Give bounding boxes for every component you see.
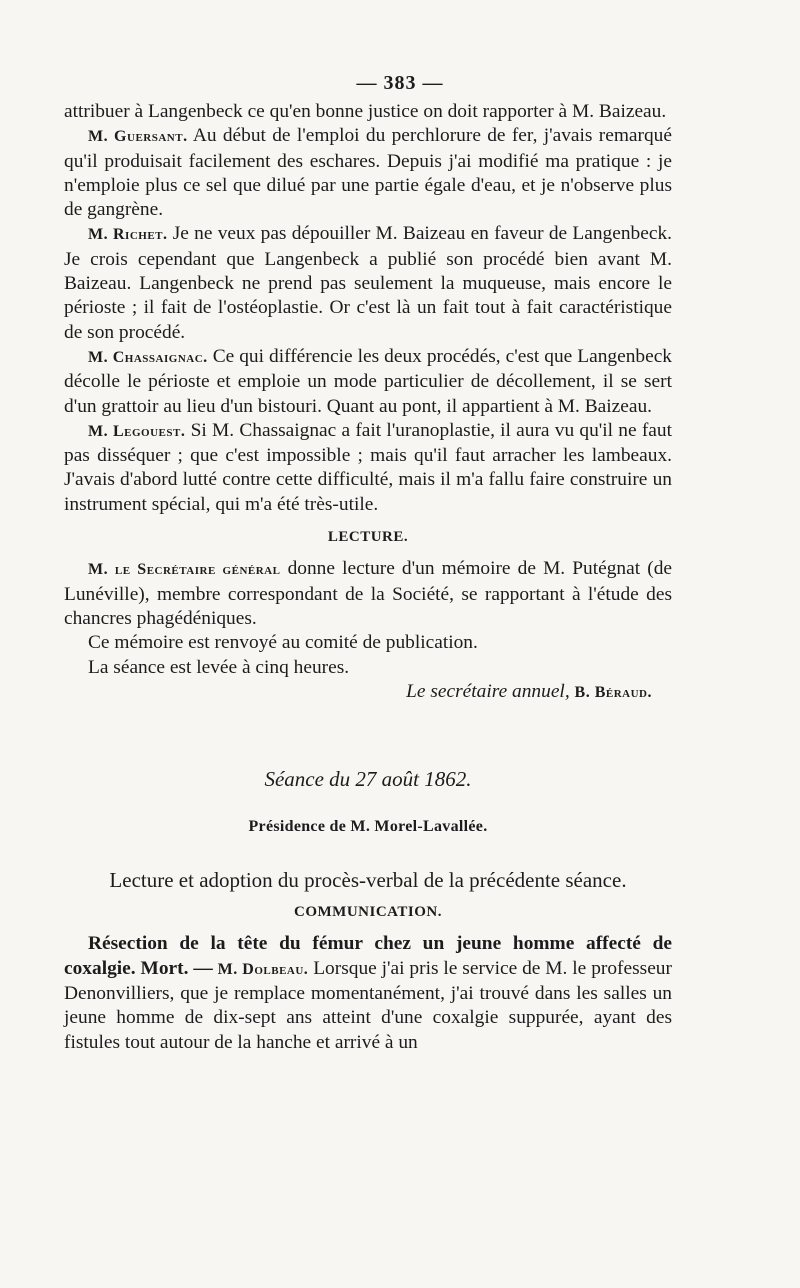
lecture-text: donne lecture d'un mémoire de M. Putégnat (de Lunéville), membre correspondant de la Société, se rapportant à l'étude des chancres phagédéniques.	[64, 558, 672, 629]
page-body	[64, 100, 672, 1055]
seance-title: Séance du 27 août 1862.	[264, 767, 472, 792]
intervention-guersant	[64, 124, 672, 222]
speaker-name: M. Richet.	[88, 226, 168, 244]
paragraph-continuation: attribuer à Langenbeck ce qu'en bonne justice on doit rapporter à M. Baizeau.	[64, 101, 667, 122]
intervention-text: Je ne veux pas dépouiller M. Baizeau en faveur de Langenbeck. Je crois cependant que Langenbeck a publié son procédé bien avant M. Baizeau. Langenbeck ne prend pas seulement la muqueuse, mais encore le périoste ; il fait de l'ostéoplastie. Or c'est là un fait tout à fait caractéristique de son procédé.	[64, 223, 672, 343]
speaker-name: M. Chassaignac.	[88, 348, 208, 366]
section-heading-communication: COMMUNICATION.	[294, 904, 442, 921]
intervention-richet	[64, 222, 672, 344]
speaker-name: M. Guersant.	[88, 128, 188, 146]
signature-role: Le secrétaire annuel,	[406, 680, 570, 702]
levee-paragraph: La séance est levée à cinq heures.	[88, 656, 350, 678]
section-heading-lecture: LECTURE.	[327, 529, 409, 546]
renvoi-paragraph: Ce mémoire est renvoyé au comité de publication.	[88, 632, 478, 654]
page-number: — 383 —	[356, 72, 444, 94]
lecture-paragraph	[64, 557, 672, 631]
speaker-name: M. Legouest.	[88, 422, 186, 440]
presidence-line: Présidence de M. Morel-Lavallée.	[248, 818, 488, 836]
communication-text: Lorsque j'ai pris le service de M. le professeur Denonvilliers, que je remplace momentanément, j'ai trouvé dans les salles un jeune homme de dix-sept ans atteint d'une coxalgie suppurée, ayant des fistules tout autour de la hanche et arrivé à un	[64, 957, 672, 1053]
proces-verbal-line: Lecture et adoption du procès-verbal de la précédente séance.	[109, 867, 627, 892]
signature	[64, 680, 672, 705]
intervention-legouest	[64, 419, 672, 517]
signature-name: B. Béraud.	[574, 683, 652, 701]
intervention-text: Ce qui différencie les deux procédés, c'est que Langenbeck décolle le périoste et emploie un mode particulier de décollement, il se sert d'un grattoir au lieu d'un bistouri. Quant au pont, il appartient à M. Baizeau.	[64, 345, 672, 417]
intervention-text: Au début de l'emploi du perchlorure de fer, j'avais remarqué qu'il produisait facilement des eschares. Depuis j'ai modifié ma pratique : je n'emploie plus ce sel que dilué par une partie égale d'eau, et je n'observe plus de gangrène.	[64, 125, 672, 221]
speaker-name: M. le Secrétaire général	[88, 561, 281, 579]
intervention-chassaignac	[64, 345, 672, 419]
speaker-name: M. Dolbeau.	[217, 960, 309, 978]
communication-title: Résection de la tête du fémur chez un jeune homme affecté de coxalgie. Mort. —	[64, 933, 672, 979]
communication-paragraph	[64, 932, 672, 1054]
intervention-text: Si M. Chassaignac a fait l'uranoplastie, il aura vu qu'il ne faut pas disséquer ; que c'est impossible ; mais qu'il faut arracher les lambeaux. J'avais d'abord lutté contre cette difficulté, mais il m'a fallu faire construire un instrument spécial, qui m'a été très-utile.	[64, 419, 672, 515]
